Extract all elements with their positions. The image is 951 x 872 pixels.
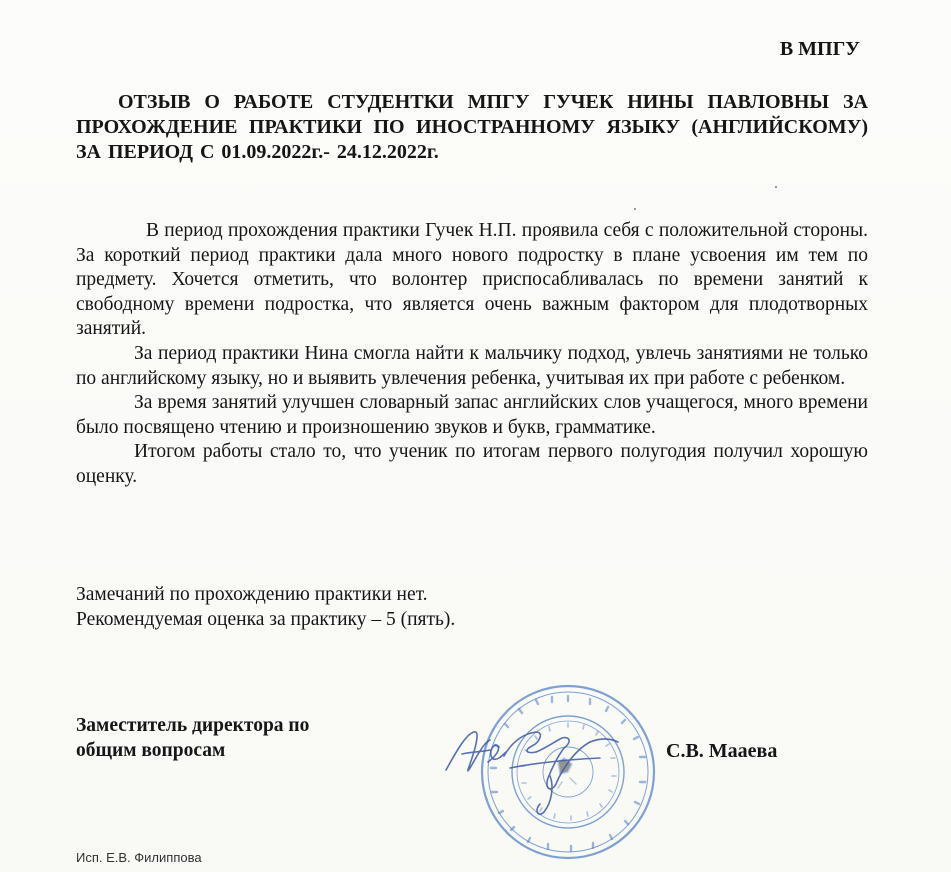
body-paragraph: За период практики Нина смогла найти к мальчику подход, увлечь занятиями не только по английскому языку, но и выявить увлечения ребенка, учитывая их при работе с ребенком. — [76, 342, 868, 389]
remarks-line: Замечаний по прохождению практики нет. — [76, 584, 428, 605]
body-paragraph: Итогом работы стало то, что ученик по итогам первого полугодия получил хорошую оценку. — [76, 441, 868, 487]
signer-position — [76, 713, 406, 763]
executor-note: Исп. Е.В. Филиппова — [76, 850, 202, 865]
handwritten-signature — [440, 712, 630, 832]
body-paragraph: В период прохождения практики Гучек Н.П. проявила себя с положительной стороны. За короткий период практики дала много нового подростку в плане усвоения им тем по предмету. Хочется отметить, что волонтер приспосабливалась по времени занятий к свободному времени подростка, что является очень важным фактором для плодотворных занятий. — [76, 220, 868, 340]
remarks-block — [76, 582, 676, 632]
signer-name: С.В. Маaева — [666, 740, 778, 762]
recipient-line: В МПГУ — [779, 38, 860, 60]
body-paragraph: За время занятий улучшен словарный запас английских слов учащегося, много времени было посвящено чтению и произношению звуков и букв, грамматике. — [76, 392, 868, 438]
scan-speck — [775, 186, 777, 188]
document-body — [76, 219, 868, 490]
scan-speck — [634, 208, 636, 210]
document-title: ОТЗЫВ О РАБОТЕ СТУДЕНТКИ МПГУ ГУЧЕК НИНЫ ПАВЛОВНЫ ЗА ПРОХОЖДЕНИЕ ПРАКТИКИ ПО ИНОСТРАННОМУ ЯЗЫКУ (АНГЛИЙСКОМУ) ЗА ПЕРИОД С 01.09.2022г.- 24.12.2022г. — [76, 91, 868, 163]
signer-position-line: Заместитель директора по — [76, 715, 310, 736]
signer-position-line: общим вопросам — [76, 740, 226, 761]
recommended-grade-line: Рекомендуемая оценка за практику – 5 (пять). — [76, 609, 456, 630]
